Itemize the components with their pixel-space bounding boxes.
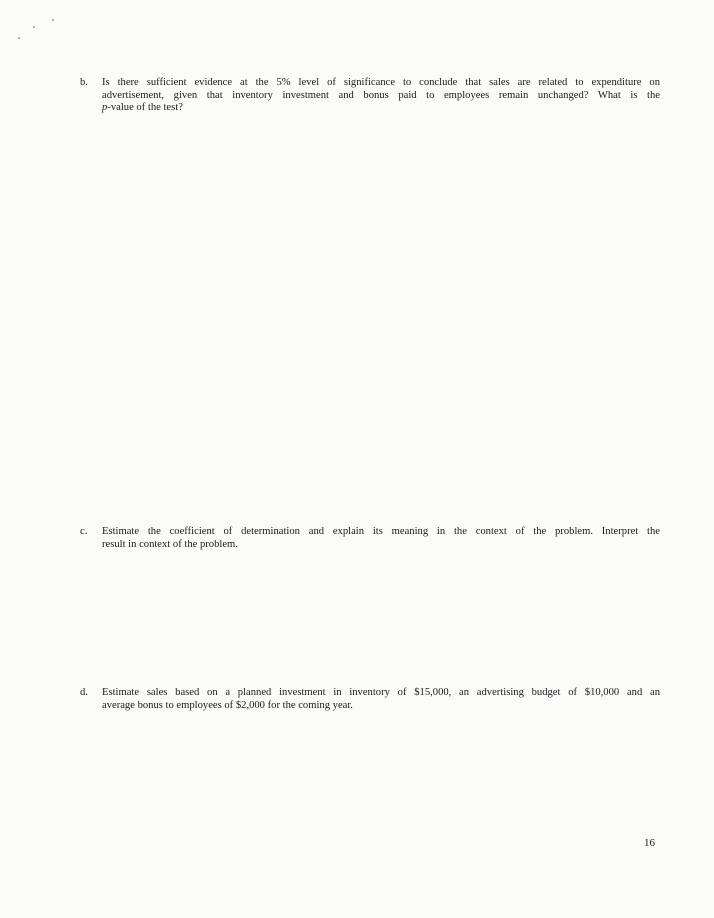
question-label: d. xyxy=(80,687,88,698)
question-c xyxy=(80,526,660,551)
scan-speck xyxy=(33,26,35,28)
scan-speck xyxy=(18,37,20,39)
question-line: Is there sufficient evidence at the 5% level of significance to conclude that sales are related to expenditure on xyxy=(102,77,660,88)
scan-speck xyxy=(52,19,54,21)
question-line: Estimate the coefficient of determination and explain its meaning in the context of the problem. Interpret the xyxy=(102,526,660,537)
question-b xyxy=(80,77,660,115)
question-line: result in context of the problem. xyxy=(102,538,238,550)
question-line: average bonus to employees of $2,000 for the coming year. xyxy=(102,699,353,711)
question-text xyxy=(102,77,660,115)
question-line-text: -value of the test? xyxy=(107,102,183,113)
page-number: 16 xyxy=(644,837,655,849)
question-text xyxy=(102,526,660,551)
question-text xyxy=(102,687,660,712)
question-line: Estimate sales based on a planned investment in inventory of $15,000, an advertising budget of $10,000 and an xyxy=(102,687,660,698)
question-line xyxy=(102,102,660,115)
question-line: advertisement, given that inventory investment and bonus paid to employees remain unchanged? What is the xyxy=(102,89,660,101)
question-label: c. xyxy=(80,526,88,537)
p-variable: p xyxy=(102,102,108,113)
question-label: b. xyxy=(80,77,88,88)
question-d xyxy=(80,687,660,712)
